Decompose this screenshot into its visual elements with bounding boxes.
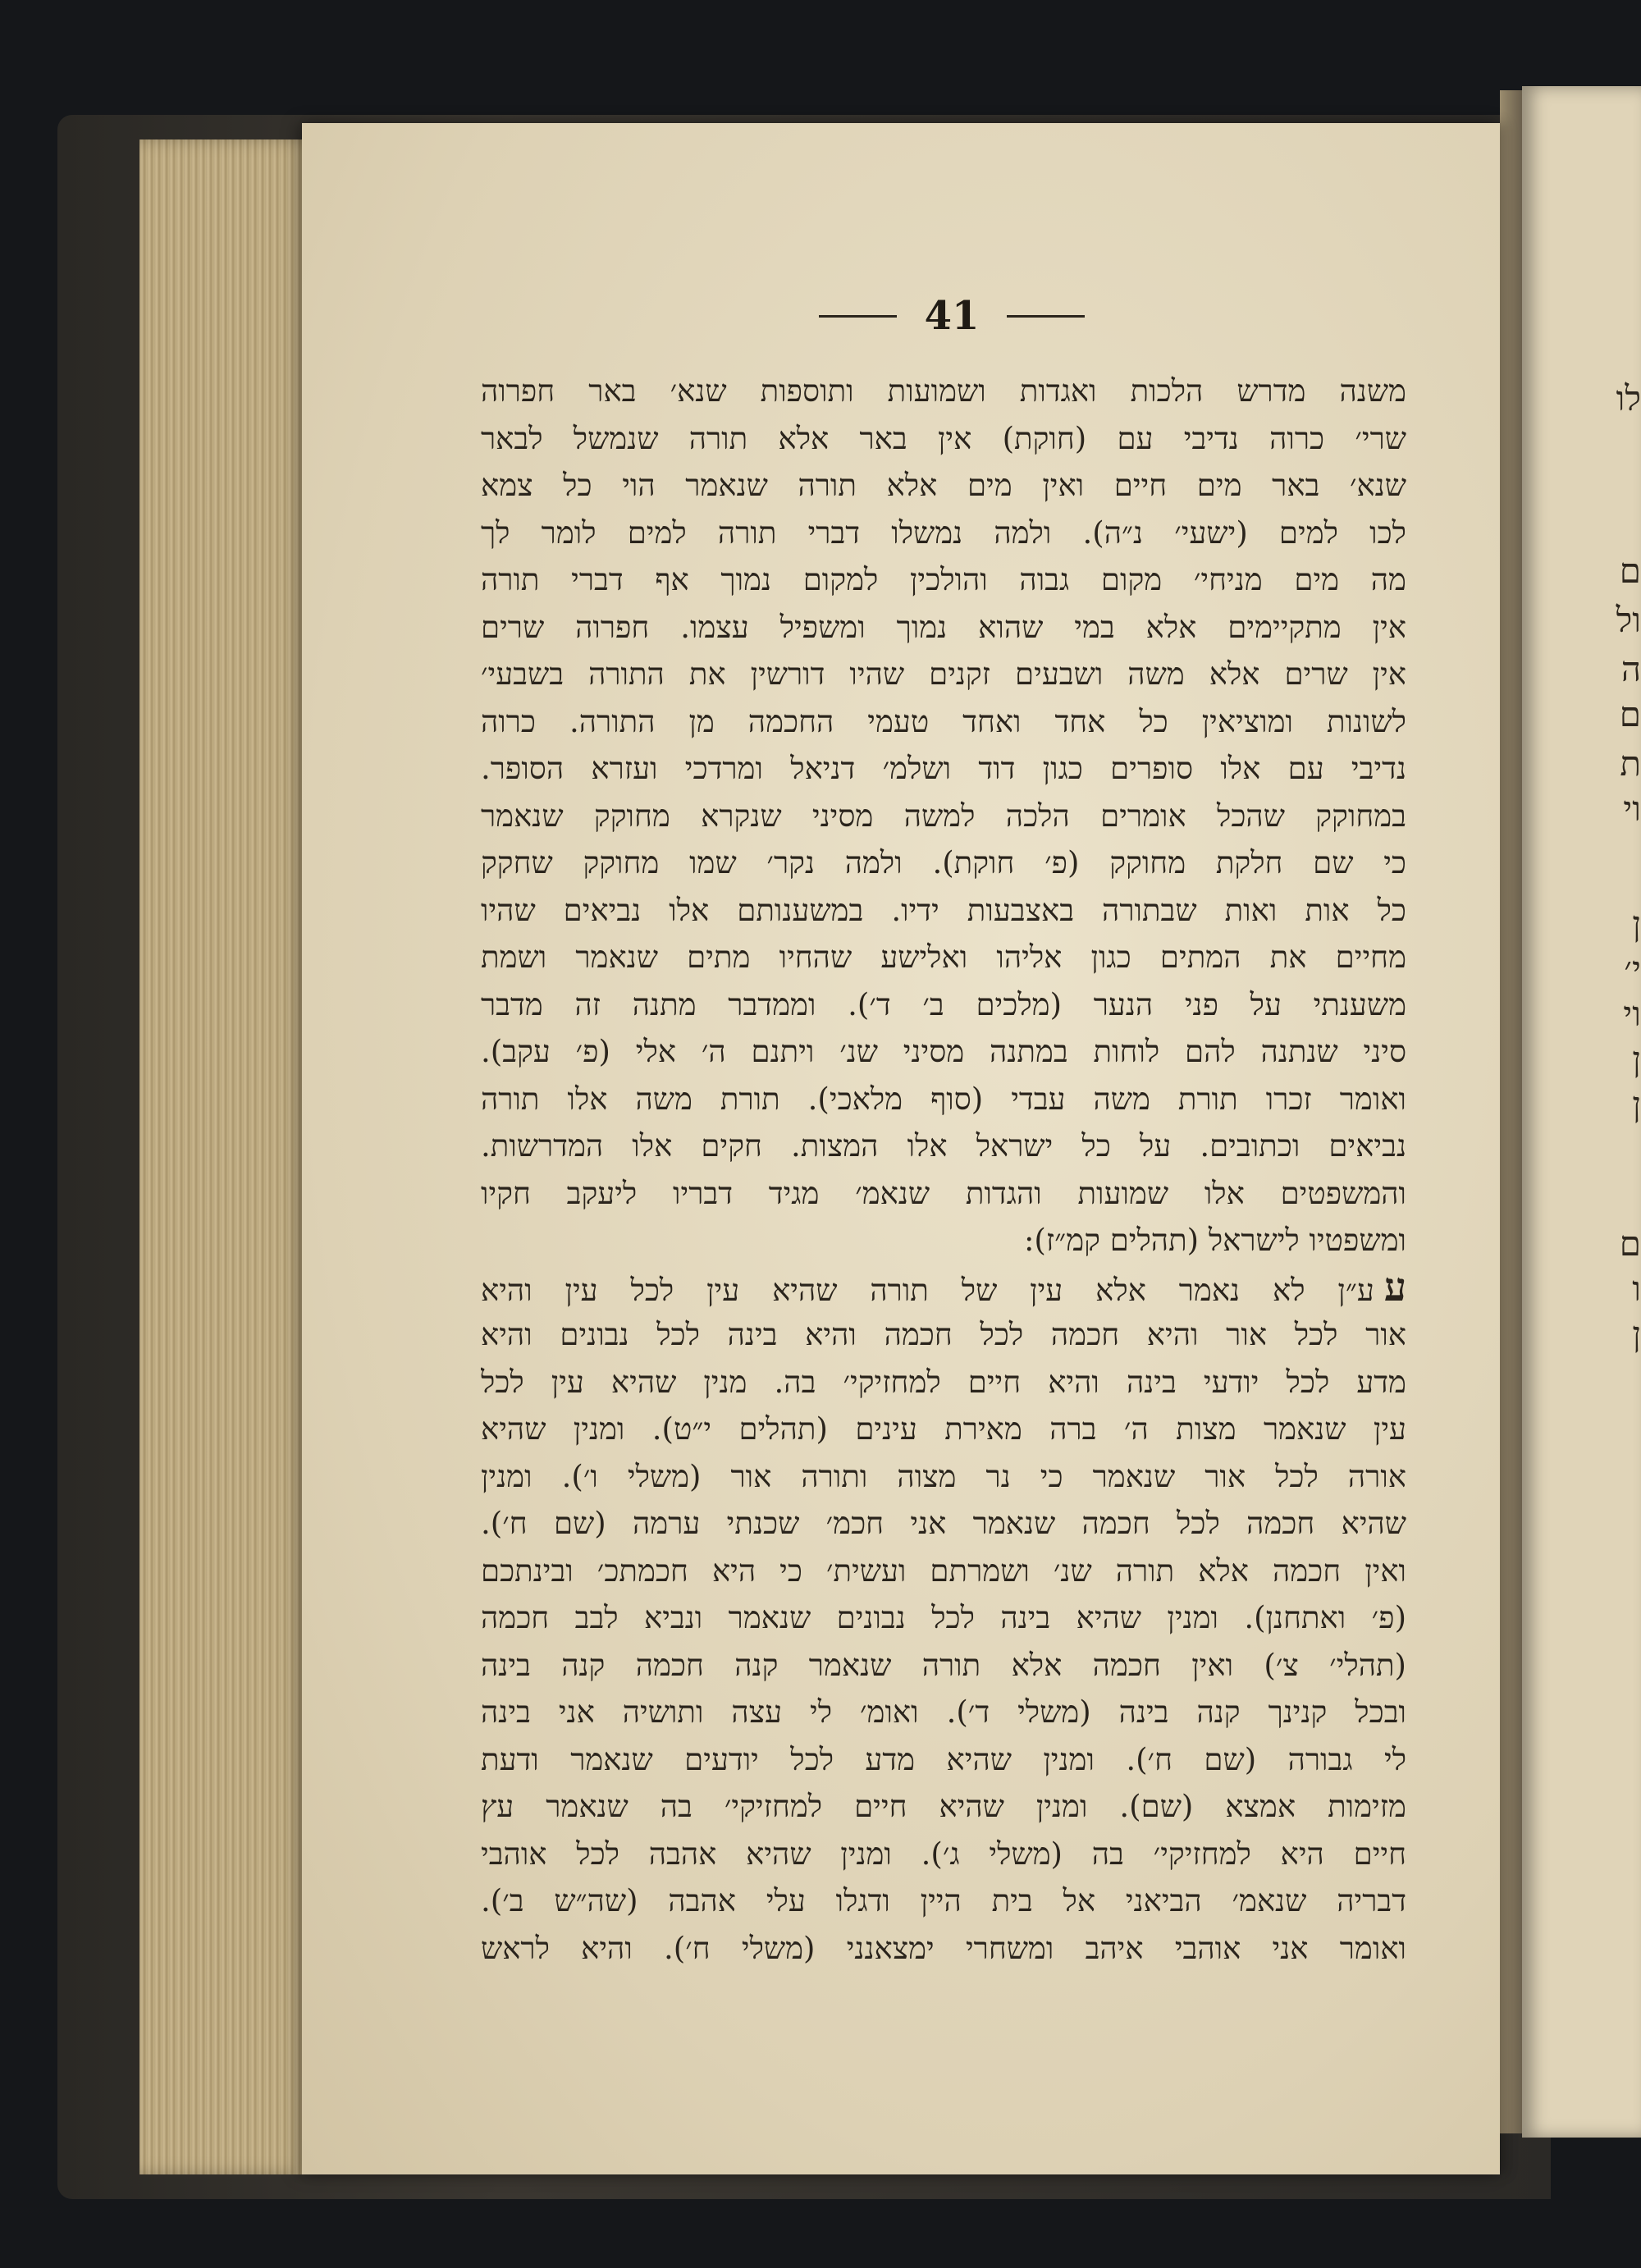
text-line: לי גבורה (שם ח׳). ומנין שהיא מדע לכל יודעים שנאמר ודעת [481,1741,1406,1777]
text-line: שרי׳ כרוה נדיבי עם (חוקת) אין באר אלא תורה שנמשל לבאר [481,420,1406,456]
paragraph-first-line [481,1264,1406,1312]
text-line: דבריה שנאמ׳ הביאני אל בית היין ודגלו עלי אהבה (שה״ש ב׳). [481,1883,1406,1918]
facing-page [1522,86,1641,2138]
header-rule [819,315,897,318]
text-line: שהיא חכמה לכל חכמה שנאמר אני חכמ׳ שכנתי ערמה (שם ח׳). [481,1506,1406,1541]
facing-page-fragment: ה [1620,649,1641,689]
text-line: ומשפטיו לישראל (תהלים קמ״ז): [1023,1223,1406,1258]
text-line: ואין חכמה אלא תורה שנ׳ ושמרתם ועשית׳ כי היא חכמתכ׳ ובינתכם [481,1552,1406,1589]
facing-page-fragment: ן [1632,1084,1641,1124]
facing-page-fragment: ם [1619,694,1641,734]
drop-cap: ע [1383,1264,1406,1310]
text-line: במחוקק שהכל אומרים הלכה למשה מסיני שנקרא מחוקק שנאמר [481,798,1406,834]
page-edges [139,139,320,2174]
header-rule [1007,315,1085,318]
text-line: אין מתקיימים אלא במי שהוא נמוך ומשפיל עצמו. חפרוה שרים [481,609,1406,645]
facing-page-fragment: וי [1623,789,1641,829]
text-line: ואומר אני אוהבי איהב ומשחרי ימצאנני (משלי ח׳). והיא לראש [481,1930,1406,1966]
page-body-text [481,368,1406,1972]
text-line: אין שרים אלא משה ושבעים זקנים שהיו דורשין את התורה בשבעי׳ [481,656,1406,692]
text-line: כל אות ואות שבתורה באצבעות ידיו. במשענותם אלו נביאים שהיו [481,892,1406,928]
text-line: והמשפטים אלו שמועות והגדות שנאמ׳ מגיד דבריו ליעקב חקיו [481,1175,1406,1211]
text-line: ובכל קנינך קנה בינה (משלי ד׳). ואומ׳ לי עצה ותושיה אני בינה [481,1694,1406,1730]
facing-page-fragment: ן [1632,903,1641,944]
text-line: ואומר זכרו תורת משה עבדי (סוף מלאכי). תורת משה אלו תורה [481,1081,1406,1117]
text-line: ע״ן לא נאמר אלא עין של תורה שהיא עין לכל עין והיא [481,1272,1374,1308]
facing-page-fragment: ת [1620,743,1641,784]
text-line: כי שם חלקת מחוקק (פ׳ חוקת). ולמה נקר׳ שמו מחוקק שחקק [481,845,1406,880]
text-line: (פ׳ ואתחנן). ומנין שהיא בינה לכל נבונים שנאמר ונביא לבב חכמה [481,1600,1406,1635]
facing-page-fragment: ם [1619,1223,1641,1264]
text-line: סיני שנתנה להם לוחות במתנה מסיני שנ׳ ויתנם ה׳ אלי (פ׳ עקב). [481,1034,1406,1069]
text-line: אורה לכל אור שנאמר כי נר מצוה ותורה אור (משלי ו׳). ומנין [481,1458,1406,1494]
facing-page-fragment: ם [1619,551,1641,591]
page-header [812,291,1091,341]
text-line: משנה מדרש הלכות ואגדות ושמועות ותוספות שנא׳ באר חפרוה [481,373,1406,409]
text-line: נביאים וכתובים. על כל ישראל אלו המצות. חקים אלו המדרשות. [481,1128,1406,1164]
text-line: מחיים את המתים כגון אליהו ואלישע שהחיו מתים שנאמר ושמת [481,940,1406,975]
text-line: (תהלי׳ צ׳) ואין חכמה אלא תורה שנאמר קנה חכמה קנה בינה [481,1647,1406,1683]
facing-page-fragment: ן [1632,1314,1641,1354]
text-line: לכו למים (ישעי׳ נ״ה). ולמה נמשלו דברי תורה למים לומר לך [481,514,1406,551]
facing-page-fragment: י׳ [1624,949,1641,989]
text-line: מדע לכל יודעי בינה והיא חיים למחזיקי׳ בה. מנין שהיא עין לכל [481,1364,1406,1400]
text-line: לשונות ומוציאין כל אחד ואחד טעמי החכמה מן התורה. כרוה [481,703,1406,739]
text-line: מזימות אמצא (שם). ומנין שהיא חיים למחזיקי׳ בה שנאמר עץ [481,1789,1406,1824]
page-number: 41 [924,293,980,339]
facing-page-fragment: לו [1616,378,1641,418]
text-line: נדיבי עם אלו סופרים כגון דוד ושלמ׳ דניאל ומרדכי ועזרא הסופר. [481,751,1406,786]
text-line: שנא׳ באר מים חיים ואין מים אלא תורה שנאמר הוי כל צמא [481,468,1406,503]
facing-page-fragment: וי [1623,994,1641,1034]
text-line: עין שנאמר מצות ה׳ ברה מאירת עינים (תהלים י״ט). ומנין שהיא [481,1411,1406,1447]
facing-page-fragment: ן [1632,1039,1641,1079]
facing-page-fragment: ו [1632,1269,1641,1309]
text-line: חיים היא למחזיקי׳ בה (משלי ג׳). ומנין שהיא אהבה לכל אוהבי [481,1836,1406,1872]
text-line: אור לכל אור והיא חכמה לכל חכמה והיא בינה לכל נבונים והיא [481,1317,1406,1352]
text-line: מה מים מניחי׳ מקום גבוה והולכין למקום נמוך אף דברי תורה [481,562,1406,597]
facing-page-fragment: ול [1616,600,1641,640]
text-line: משענתי על פני הנער (מלכים ב׳ ד׳). וממדבר מתנה זה מדבר [481,986,1406,1022]
